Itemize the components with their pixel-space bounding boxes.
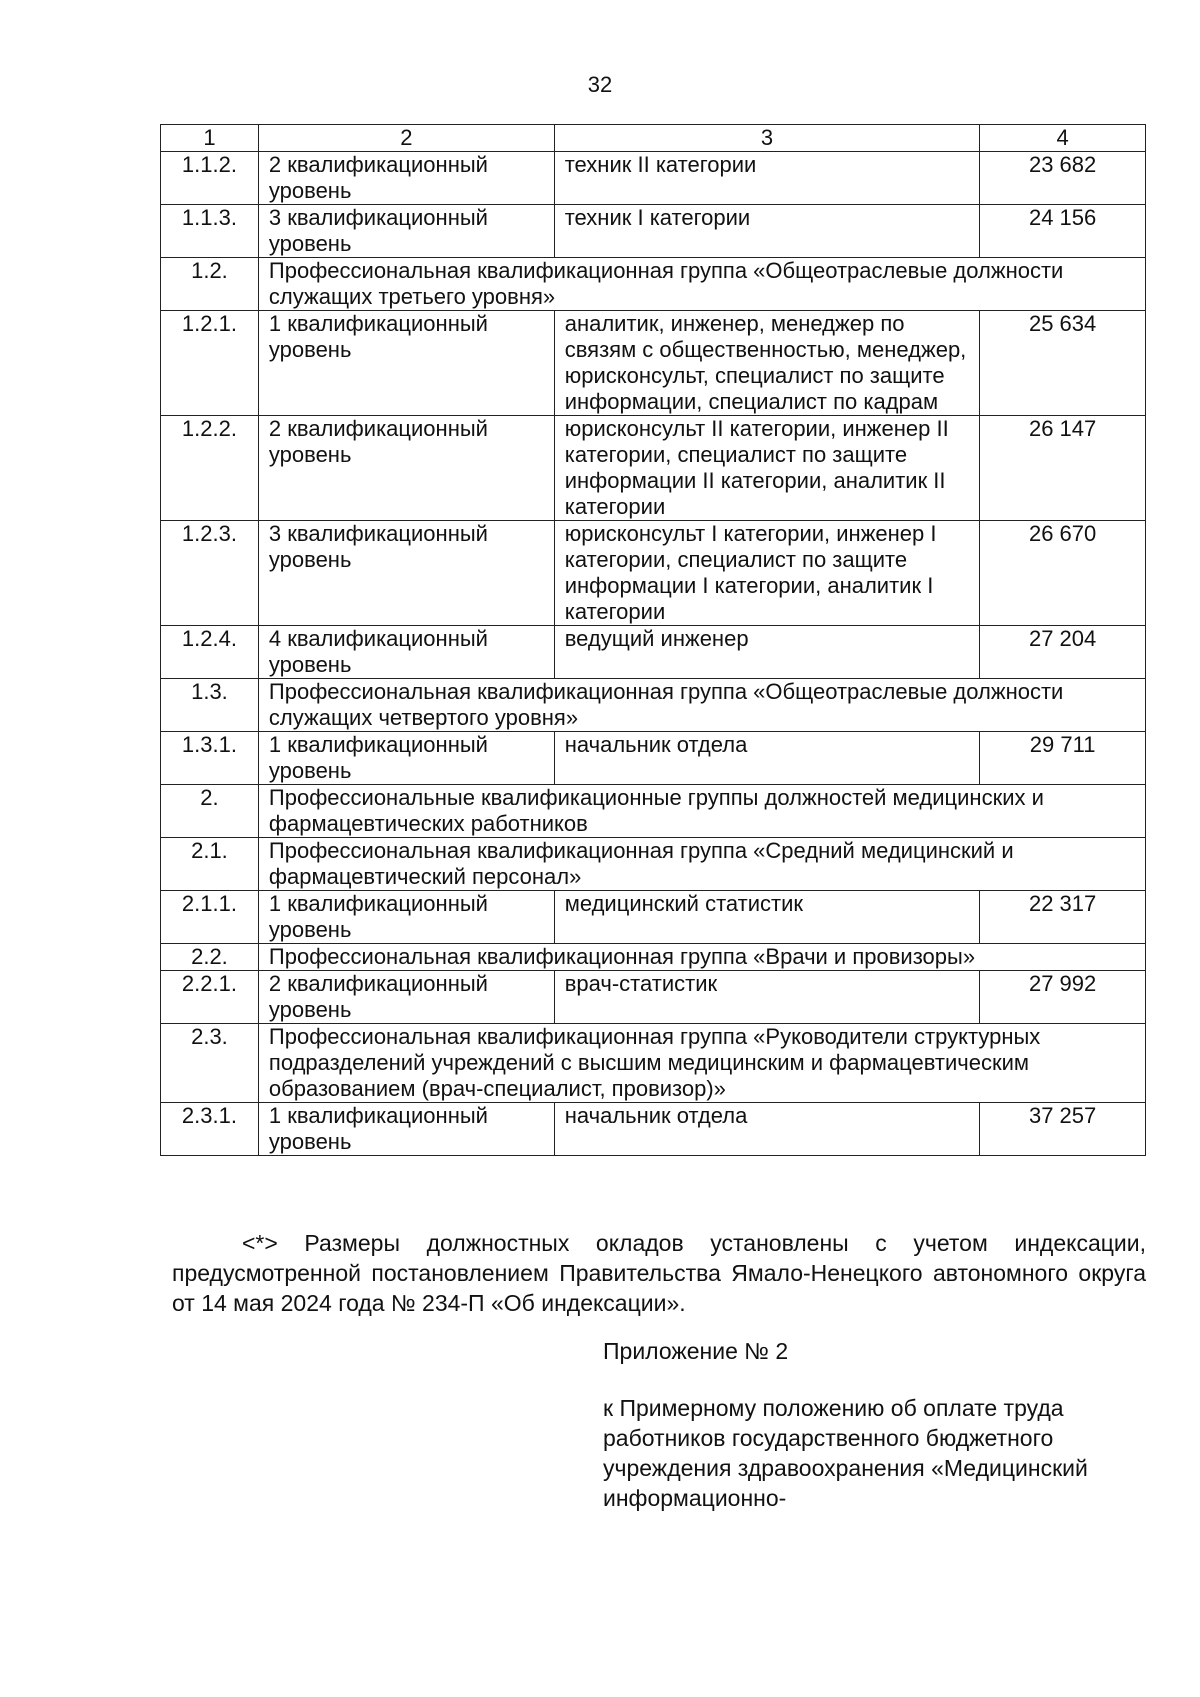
table-row bbox=[161, 311, 1146, 416]
qualification-level: 1 квалификационный уровень bbox=[258, 1103, 554, 1156]
footnote: <*> Размеры должностных окладов установлены с учетом индексации, предусмотренной постановлением Правительства Ямало-Ненецкого автономного округа от 14 мая 2024 года № 234-П «Об индексации». bbox=[172, 1230, 1146, 1316]
group-row bbox=[161, 944, 1146, 971]
qualification-level: 3 квалификационный уровень bbox=[258, 205, 554, 258]
group-number: 2.2. bbox=[161, 944, 259, 971]
appendix-title: Приложение № 2 bbox=[603, 1338, 789, 1364]
salary-table bbox=[160, 124, 1146, 1156]
position-title: аналитик, инженер, менеджер по связям с общественностью, менеджер, юрисконсульт, специалист по защите информации, специалист по кадрам bbox=[554, 311, 980, 416]
row-number: 1.1.3. bbox=[161, 205, 259, 258]
page-number: 32 bbox=[587, 72, 613, 97]
qualification-level: 2 квалификационный уровень bbox=[258, 971, 554, 1024]
group-row bbox=[161, 1024, 1146, 1103]
row-number: 1.1.2. bbox=[161, 152, 259, 205]
salary-amount: 27 992 bbox=[980, 971, 1146, 1024]
row-number: 2.1.1. bbox=[161, 891, 259, 944]
qualification-level: 1 квалификационный уровень bbox=[258, 732, 554, 785]
salary-amount: 23 682 bbox=[980, 152, 1146, 205]
group-title: Профессиональная квалификационная группа «Общеотраслевые должности служащих четвертого уровня» bbox=[258, 679, 1145, 732]
position-title: юрисконсульт I категории, инженер I категории, специалист по защите информации I категории, аналитик I категории bbox=[554, 521, 980, 626]
table-row bbox=[161, 152, 1146, 205]
group-number: 2. bbox=[161, 785, 259, 838]
row-number: 1.2.1. bbox=[161, 311, 259, 416]
position-title: ведущий инженер bbox=[554, 626, 980, 679]
group-title: Профессиональная квалификационная группа «Врачи и провизоры» bbox=[258, 944, 1145, 971]
row-number: 1.2.3. bbox=[161, 521, 259, 626]
appendix-text: к Примерному положению об оплате труда работников государственного бюджетного учреждения здравоохранения «Медицинский информационно- bbox=[603, 1395, 1088, 1511]
qualification-level: 2 квалификационный уровень bbox=[258, 416, 554, 521]
salary-amount: 37 257 bbox=[980, 1103, 1146, 1156]
salary-amount: 22 317 bbox=[980, 891, 1146, 944]
row-number: 1.2.4. bbox=[161, 626, 259, 679]
position-title: техник I категории bbox=[554, 205, 980, 258]
table-row bbox=[161, 521, 1146, 626]
salary-amount: 25 634 bbox=[980, 311, 1146, 416]
position-title: юрисконсульт II категории, инженер II категории, специалист по защите информации II категории, аналитик II категории bbox=[554, 416, 980, 521]
group-number: 2.3. bbox=[161, 1024, 259, 1103]
qualification-level: 2 квалификационный уровень bbox=[258, 152, 554, 205]
group-title: Профессиональные квалификационные группы должностей медицинских и фармацевтических работников bbox=[258, 785, 1145, 838]
group-row bbox=[161, 838, 1146, 891]
salary-amount: 27 204 bbox=[980, 626, 1146, 679]
row-number: 2.3.1. bbox=[161, 1103, 259, 1156]
row-number: 1.2.2. bbox=[161, 416, 259, 521]
group-number: 1.3. bbox=[161, 679, 259, 732]
group-title: Профессиональная квалификационная группа «Средний медицинский и фармацевтический персонал» bbox=[258, 838, 1145, 891]
salary-amount: 26 670 bbox=[980, 521, 1146, 626]
salary-amount: 29 711 bbox=[980, 732, 1146, 785]
group-row bbox=[161, 258, 1146, 311]
group-number: 2.1. bbox=[161, 838, 259, 891]
position-title: начальник отдела bbox=[554, 732, 980, 785]
group-title: Профессиональная квалификационная группа «Общеотраслевые должности служащих третьего уровня» bbox=[258, 258, 1145, 311]
position-title: медицинский статистик bbox=[554, 891, 980, 944]
group-number: 1.2. bbox=[161, 258, 259, 311]
header-cell-3: 3 bbox=[554, 125, 980, 152]
table-row bbox=[161, 891, 1146, 944]
group-row bbox=[161, 679, 1146, 732]
group-row bbox=[161, 785, 1146, 838]
table-row bbox=[161, 971, 1146, 1024]
table-row bbox=[161, 416, 1146, 521]
salary-table-body bbox=[161, 125, 1146, 1156]
group-title: Профессиональная квалификационная группа «Руководители структурных подразделений учреждений с высшим медицинским и фармацевтическим образованием (врач-специалист, провизор)» bbox=[258, 1024, 1145, 1103]
table-header-row bbox=[161, 125, 1146, 152]
salary-amount: 26 147 bbox=[980, 416, 1146, 521]
header-cell-1: 1 bbox=[161, 125, 259, 152]
position-title: техник II категории bbox=[554, 152, 980, 205]
header-cell-4: 4 bbox=[980, 125, 1146, 152]
qualification-level: 1 квалификационный уровень bbox=[258, 891, 554, 944]
qualification-level: 1 квалификационный уровень bbox=[258, 311, 554, 416]
row-number: 1.3.1. bbox=[161, 732, 259, 785]
position-title: врач-статистик bbox=[554, 971, 980, 1024]
table-row bbox=[161, 1103, 1146, 1156]
row-number: 2.2.1. bbox=[161, 971, 259, 1024]
position-title: начальник отдела bbox=[554, 1103, 980, 1156]
table-row bbox=[161, 205, 1146, 258]
salary-amount: 24 156 bbox=[980, 205, 1146, 258]
qualification-level: 3 квалификационный уровень bbox=[258, 521, 554, 626]
qualification-level: 4 квалификационный уровень bbox=[258, 626, 554, 679]
header-cell-2: 2 bbox=[258, 125, 554, 152]
table-row bbox=[161, 626, 1146, 679]
table-row bbox=[161, 732, 1146, 785]
